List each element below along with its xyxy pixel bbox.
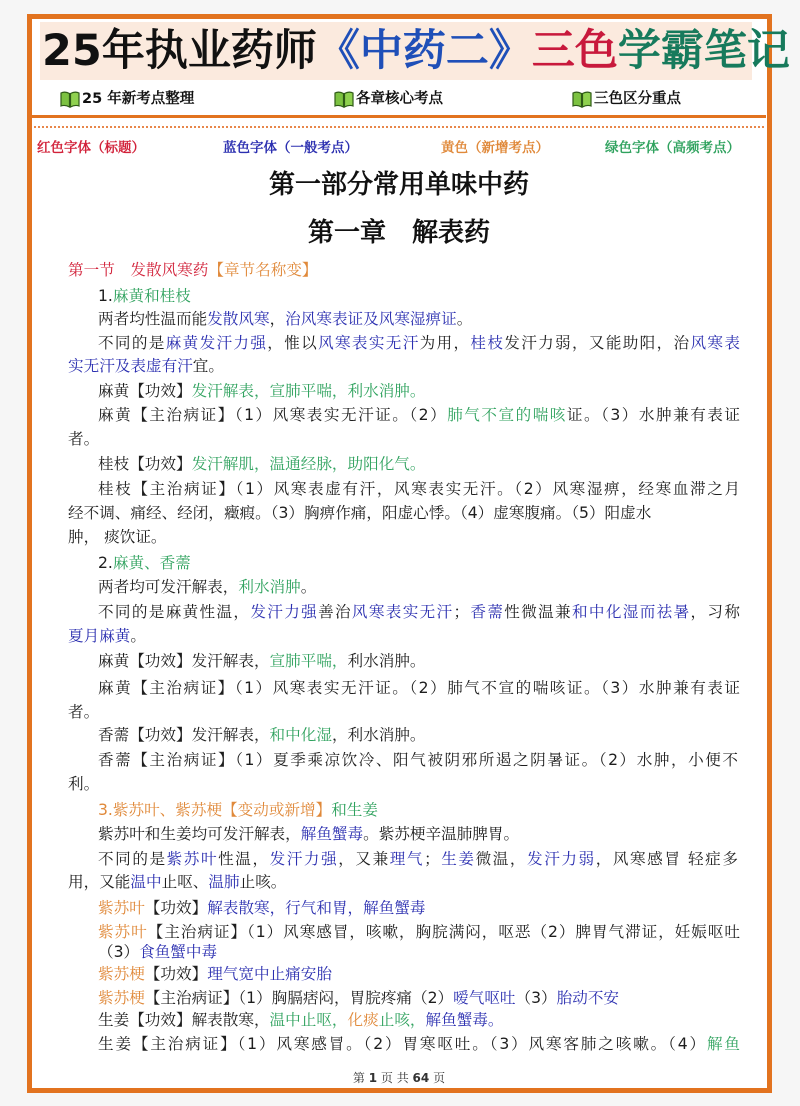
text-segment: 发汗力强 [269,850,339,868]
text-segment: 理气 [389,850,425,868]
text-line [98,576,316,598]
subsection-heading [98,285,191,307]
text-segment: 用，又能 [68,873,131,891]
chapter-title: 第一章 解表药 [307,218,490,248]
text-segment: 夏月麻黄 [68,627,131,645]
text-segment: 生姜【主治病证】（1）风寒感冒。（2）胃寒呕吐。（3）风寒客肺之咳嗽。（4） [98,1035,707,1053]
text-segment: （3） [515,989,557,1007]
text-segment: ； [453,603,470,621]
text-segment: 麻黄发汗力强 [165,334,268,352]
text-segment: 【章节名称变】 [208,261,318,279]
text-line [68,502,651,524]
text-segment: 发汗力弱，又能助阳，治 [504,334,691,352]
dotted-divider [34,126,764,128]
title-part-subject: 《中药二》 [316,26,532,76]
text-segment: 香薷【主治病证】（1）夏季乘凉饮冷、阳气被阴邪所遏之阴暑证。（2）水肿，小便不 [98,751,738,769]
page-number-suffix: 页 [429,1071,446,1085]
text-line [98,963,332,985]
text-segment: 【功效】 [144,899,208,917]
legend-red: 红色字体（标题） [37,140,145,156]
text-segment: 紫苏梗 [98,989,145,1007]
text-segment: 止呕、 [161,873,209,891]
title-part-exam: 25年执业药师 [42,26,317,76]
text-segment: 香薷 [469,603,505,621]
subsection-heading [98,552,191,574]
text-segment: 桂枝 [470,334,505,352]
text-segment: 【功效】 [144,965,208,983]
text-segment: 微温， [475,850,528,868]
text-line [98,921,740,943]
text-segment: 利。 [68,775,100,793]
text-segment: 利水消肿。 [347,652,426,670]
text-segment: 和中化湿而祛暑 [572,603,691,621]
green-book-icon [334,90,354,108]
text-line [98,332,740,354]
text-segment: 。 [456,310,473,328]
text-segment: 者。 [68,703,100,721]
text-segment: 胎动不安 [556,989,620,1007]
text-segment: 治风寒表证及风寒湿痹证 [285,310,457,328]
text-segment: 不同的是麻黄性温， [98,603,251,621]
text-segment: 桂枝【功效】 [98,455,192,473]
text-line [98,848,738,870]
text-segment: 香薷【功效】发汗解表， [98,726,270,744]
text-segment: 生姜 [439,850,476,868]
part-title: 第一部分常用单味中药 [268,170,529,200]
text-segment: 止咳， [378,1011,426,1029]
legend-blue: 蓝色字体（一般考点） [223,140,358,156]
text-line [98,1009,504,1031]
text-segment: 利水消肿 [238,578,301,596]
text-segment: ，风寒感冒 轻症多 [595,850,738,868]
text-segment: 食鱼蟹中毒 [139,943,218,961]
page-number [32,1069,766,1087]
title-part-notes: 学霸笔记 [617,26,790,76]
subsection-heading [98,799,378,821]
text-segment: 和中化湿 [269,726,332,744]
page-number-mid: 页 共 [377,1071,413,1085]
text-segment: 不同的是 [98,334,166,352]
feature-label: 各章核心考点 [356,91,443,107]
text-segment: 。紫苏梗辛温肺脾胃。 [363,825,520,843]
text-segment: 风寒表实无汗 [351,603,454,621]
text-line [98,987,619,1009]
text-segment: 和生姜 [331,801,378,819]
text-line [98,897,426,919]
text-segment: ，惟以 [267,334,319,352]
text-segment: 麻黄【功效】发汗解表， [98,652,270,670]
text-segment: 紫苏叶 [98,923,148,941]
text-segment: 2. [98,554,113,572]
text-segment: 实无汗及表虚有汗 [68,357,193,375]
feature-label: 三色区分重点 [594,91,681,107]
text-segment: 两者均可发汗解表， [98,578,239,596]
section-heading [68,259,318,281]
text-segment: 解鱼蟹毒。 [425,1011,504,1029]
text-line [98,404,740,426]
text-segment: 紫苏叶 [166,850,219,868]
text-segment: 麻黄【主治病证】（1）风寒表实无汗证。（2）肺气不宣的喘咳证。（3）水肿兼有表证 [98,679,740,697]
text-segment: 解鱼蟹毒 [300,825,364,843]
page-number-prefix: 第 [352,1071,369,1085]
text-segment: 紫苏叶 [98,899,145,917]
text-segment: 发汗力弱 [527,850,596,868]
text-segment: 解鱼 [706,1035,740,1053]
green-book-icon [572,90,592,108]
text-segment: 紫苏梗 [98,965,145,983]
text-segment: 发散风寒 [207,310,270,328]
text-segment: 嗳气呕吐 [453,989,516,1007]
text-line [68,526,167,548]
text-segment: 理气宽中止痛安胎 [207,965,332,983]
text-segment: 麻黄【功效】 [98,382,192,400]
text-segment: 3.紫苏叶、紫苏梗【变动或新增】 [98,801,332,819]
text-segment: 麻黄、香薷 [112,554,191,572]
text-segment: 紫苏叶和生姜均可发汗解表， [98,825,301,843]
text-segment: 。 [130,627,146,645]
text-segment: 两者均性温而能 [98,310,208,328]
page-title [42,22,790,80]
legend-yellow: 黄色（新增考点） [441,140,549,156]
text-segment: ， [269,310,286,328]
text-segment: 经不调、痛经、经闭，癥瘕。（3）胸痹作痛，阳虚心悸。（4）虚寒腹痛。（5）阳虚水 [68,504,652,522]
text-segment: 宜。 [192,357,224,375]
text-line [98,1033,740,1055]
header-divider [32,115,766,118]
text-segment: 为用， [419,334,471,352]
legend-green: 绿色字体（高频考点） [605,140,740,156]
text-line [68,625,146,647]
text-segment: 。 [300,578,317,596]
text-segment: 风寒表 [690,334,740,352]
text-line [98,823,519,845]
text-line [68,428,99,450]
text-line [68,871,286,893]
text-segment: 解表散寒，行气和胃，解鱼蟹毒 [207,899,426,917]
text-segment: 【主治病证】（1）胸膈痞闷，胃脘疼痛（2） [144,989,454,1007]
text-segment: 性微温兼 [504,603,572,621]
text-line [98,308,472,330]
text-line [68,773,99,795]
text-segment: ； [424,850,440,868]
text-segment: 证。（3）水肿兼有表证 [566,406,740,424]
green-book-icon [60,90,80,108]
text-line [98,941,217,963]
text-segment: 温中止呕， [269,1011,348,1029]
text-segment: 性温， [218,850,270,868]
text-line [98,677,740,699]
feature-new-points [60,88,194,110]
text-segment: ，又兼 [338,850,390,868]
text-segment: 生姜【功效】解表散寒， [98,1011,270,1029]
text-segment: 者。 [68,430,100,448]
feature-label: 25 年新考点整理 [82,91,195,107]
title-part-three-color: 三色 [531,26,618,76]
text-line [68,355,224,377]
text-segment: 肿， 痰饮证。 [68,528,167,546]
text-segment: 1. [98,287,113,305]
feature-three-colors [572,88,681,110]
text-segment: 温中 [130,873,162,891]
text-line [98,453,426,475]
text-segment: 肺气不宣的喘咳 [447,406,567,424]
text-segment: 【主治病证】（1）风寒感冒，咳嗽，胸脘满闷，呕恶（2）脾胃气滞证，妊娠呕吐 [147,923,740,941]
text-segment: 宣肺平喘， [269,652,348,670]
text-segment: 桂枝【主治病证】（1）风寒表虚有汗，风寒表实无汗。（2）风寒湿痹，经寒血滞之月 [98,480,740,498]
text-segment: （3） [98,943,140,961]
text-segment: ，习称 [690,603,740,621]
text-line [98,724,426,746]
text-segment: 发汗解表，宣肺平喘，利水消肿。 [191,382,426,400]
text-line [98,601,740,623]
text-segment: 发汗解肌，温通经脉，助阳化气。 [191,455,426,473]
current-page: 1 [368,1071,378,1085]
text-segment: 不同的是 [98,850,167,868]
text-line [68,701,99,723]
text-segment: 温肺 [208,873,240,891]
text-segment: 发汗力强 [250,603,319,621]
text-line [98,650,426,672]
text-segment: 善治 [318,603,352,621]
feature-core-points [334,88,443,110]
text-segment: 第一节 发散风寒药 [68,261,209,279]
text-segment: 麻黄【主治病证】（1）风寒表实无汗证。（2） [98,406,448,424]
text-line [98,749,738,771]
total-pages: 64 [412,1071,430,1085]
text-segment: 麻黄和桂枝 [112,287,191,305]
text-line [98,380,426,402]
text-segment: 化痰 [347,1011,379,1029]
text-segment: 风寒表实无汗 [318,334,420,352]
text-segment: ，利水消肿。 [331,726,426,744]
text-line [98,478,740,500]
text-segment: 止咳。 [239,873,287,891]
